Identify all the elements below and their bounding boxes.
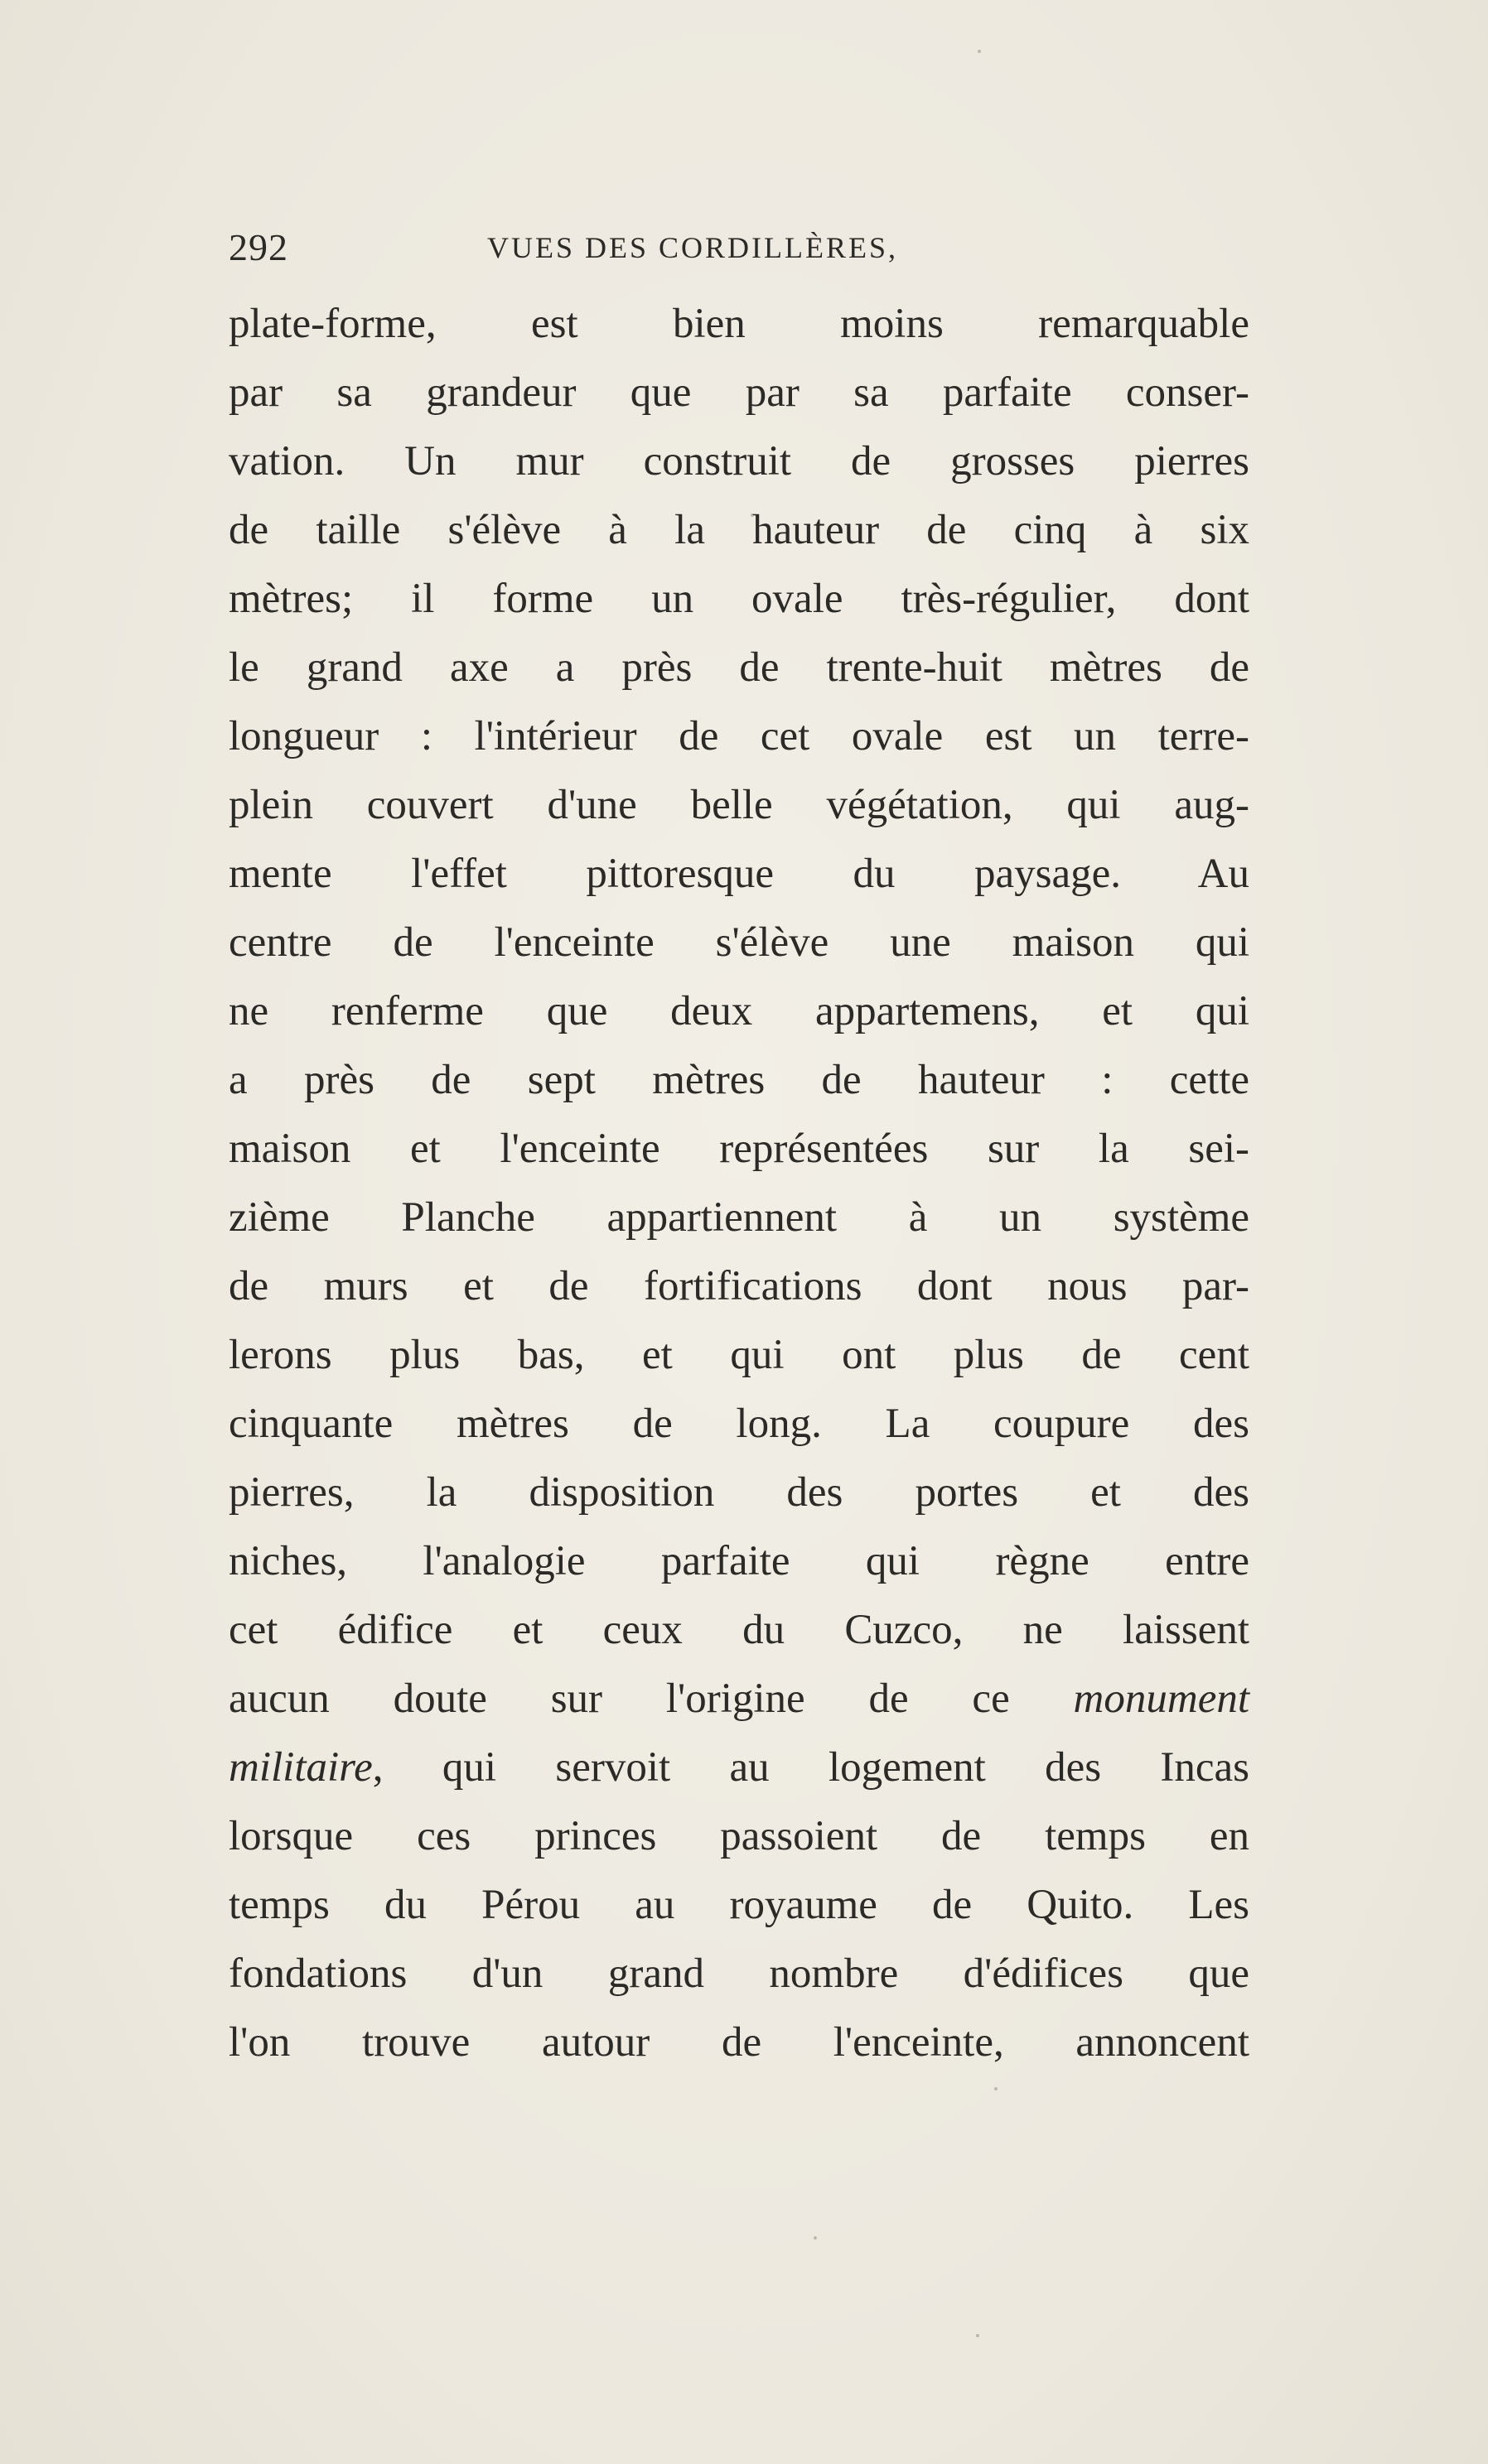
text-line: de taille s'élève à la hauteur de cinq à six xyxy=(229,507,1249,553)
paper-speck xyxy=(994,2087,998,2090)
text-line: zième Planche appartiennent à un système xyxy=(229,1194,1249,1241)
text-line-with-italic xyxy=(229,1665,1249,1733)
text-line: pierres, la disposition des portes et des xyxy=(229,1469,1249,1516)
text-line: mente l'effet pittoresque du paysage. Au xyxy=(229,851,1249,897)
text-line: par sa grandeur que par sa parfaite conser- xyxy=(229,369,1249,416)
text-line: plate-forme, est bien moins remarquable xyxy=(229,301,1249,347)
text-line: le grand axe a près de trente-huit mètres de xyxy=(229,644,1249,691)
italic-run: monument xyxy=(1073,1676,1250,1722)
text-line: plein couvert d'une belle végétation, qui aug- xyxy=(229,782,1249,828)
paper-speck xyxy=(814,2236,817,2240)
body-text xyxy=(229,290,1249,2077)
text-line: fondations d'un grand nombre d'édifices que xyxy=(229,1950,1249,1997)
text-line: ne renferme que deux appartemens, et qui xyxy=(229,988,1249,1034)
text-line-with-italic xyxy=(229,1733,1249,1802)
text-line: lerons plus bas, et qui ont plus de cent xyxy=(229,1332,1249,1378)
text-line: cet édifice et ceux du Cuzco, ne laissent xyxy=(229,1607,1249,1653)
text-line: temps du Pérou au royaume de Quito. Les xyxy=(229,1882,1249,1928)
page-number: 292 xyxy=(229,226,288,268)
text-run: aucun doute sur l'origine de ce xyxy=(229,1676,1010,1722)
text-line: l'on trouve autour de l'enceinte, annoncent xyxy=(229,2019,1249,2066)
text-run: , qui servoit au logement des Incas xyxy=(372,1744,1249,1791)
paper-speck xyxy=(976,2334,979,2337)
text-line: vation. Un mur construit de grosses pierres xyxy=(229,438,1249,485)
text-line: mètres; il forme un ovale très-régulier, dont xyxy=(229,576,1249,622)
text-line: longueur : l'intérieur de cet ovale est un terre- xyxy=(229,713,1249,759)
text-line: lorsque ces princes passoient de temps en xyxy=(229,1813,1249,1859)
text-line: niches, l'analogie parfaite qui règne entre xyxy=(229,1538,1249,1584)
text-line: de murs et de fortifications dont nous par- xyxy=(229,1263,1249,1309)
text-line: a près de sept mètres de hauteur : cette xyxy=(229,1057,1249,1103)
text-line: maison et l'enceinte représentées sur la sei- xyxy=(229,1126,1249,1172)
paper-speck xyxy=(978,50,981,53)
running-title: VUES DES CORDILLÈRES, xyxy=(487,231,899,264)
italic-run: militaire xyxy=(229,1744,373,1791)
text-line: centre de l'enceinte s'élève une maison qui xyxy=(229,919,1249,966)
running-head xyxy=(229,220,1256,270)
text-line: cinquante mètres de long. La coupure des xyxy=(229,1401,1249,1447)
